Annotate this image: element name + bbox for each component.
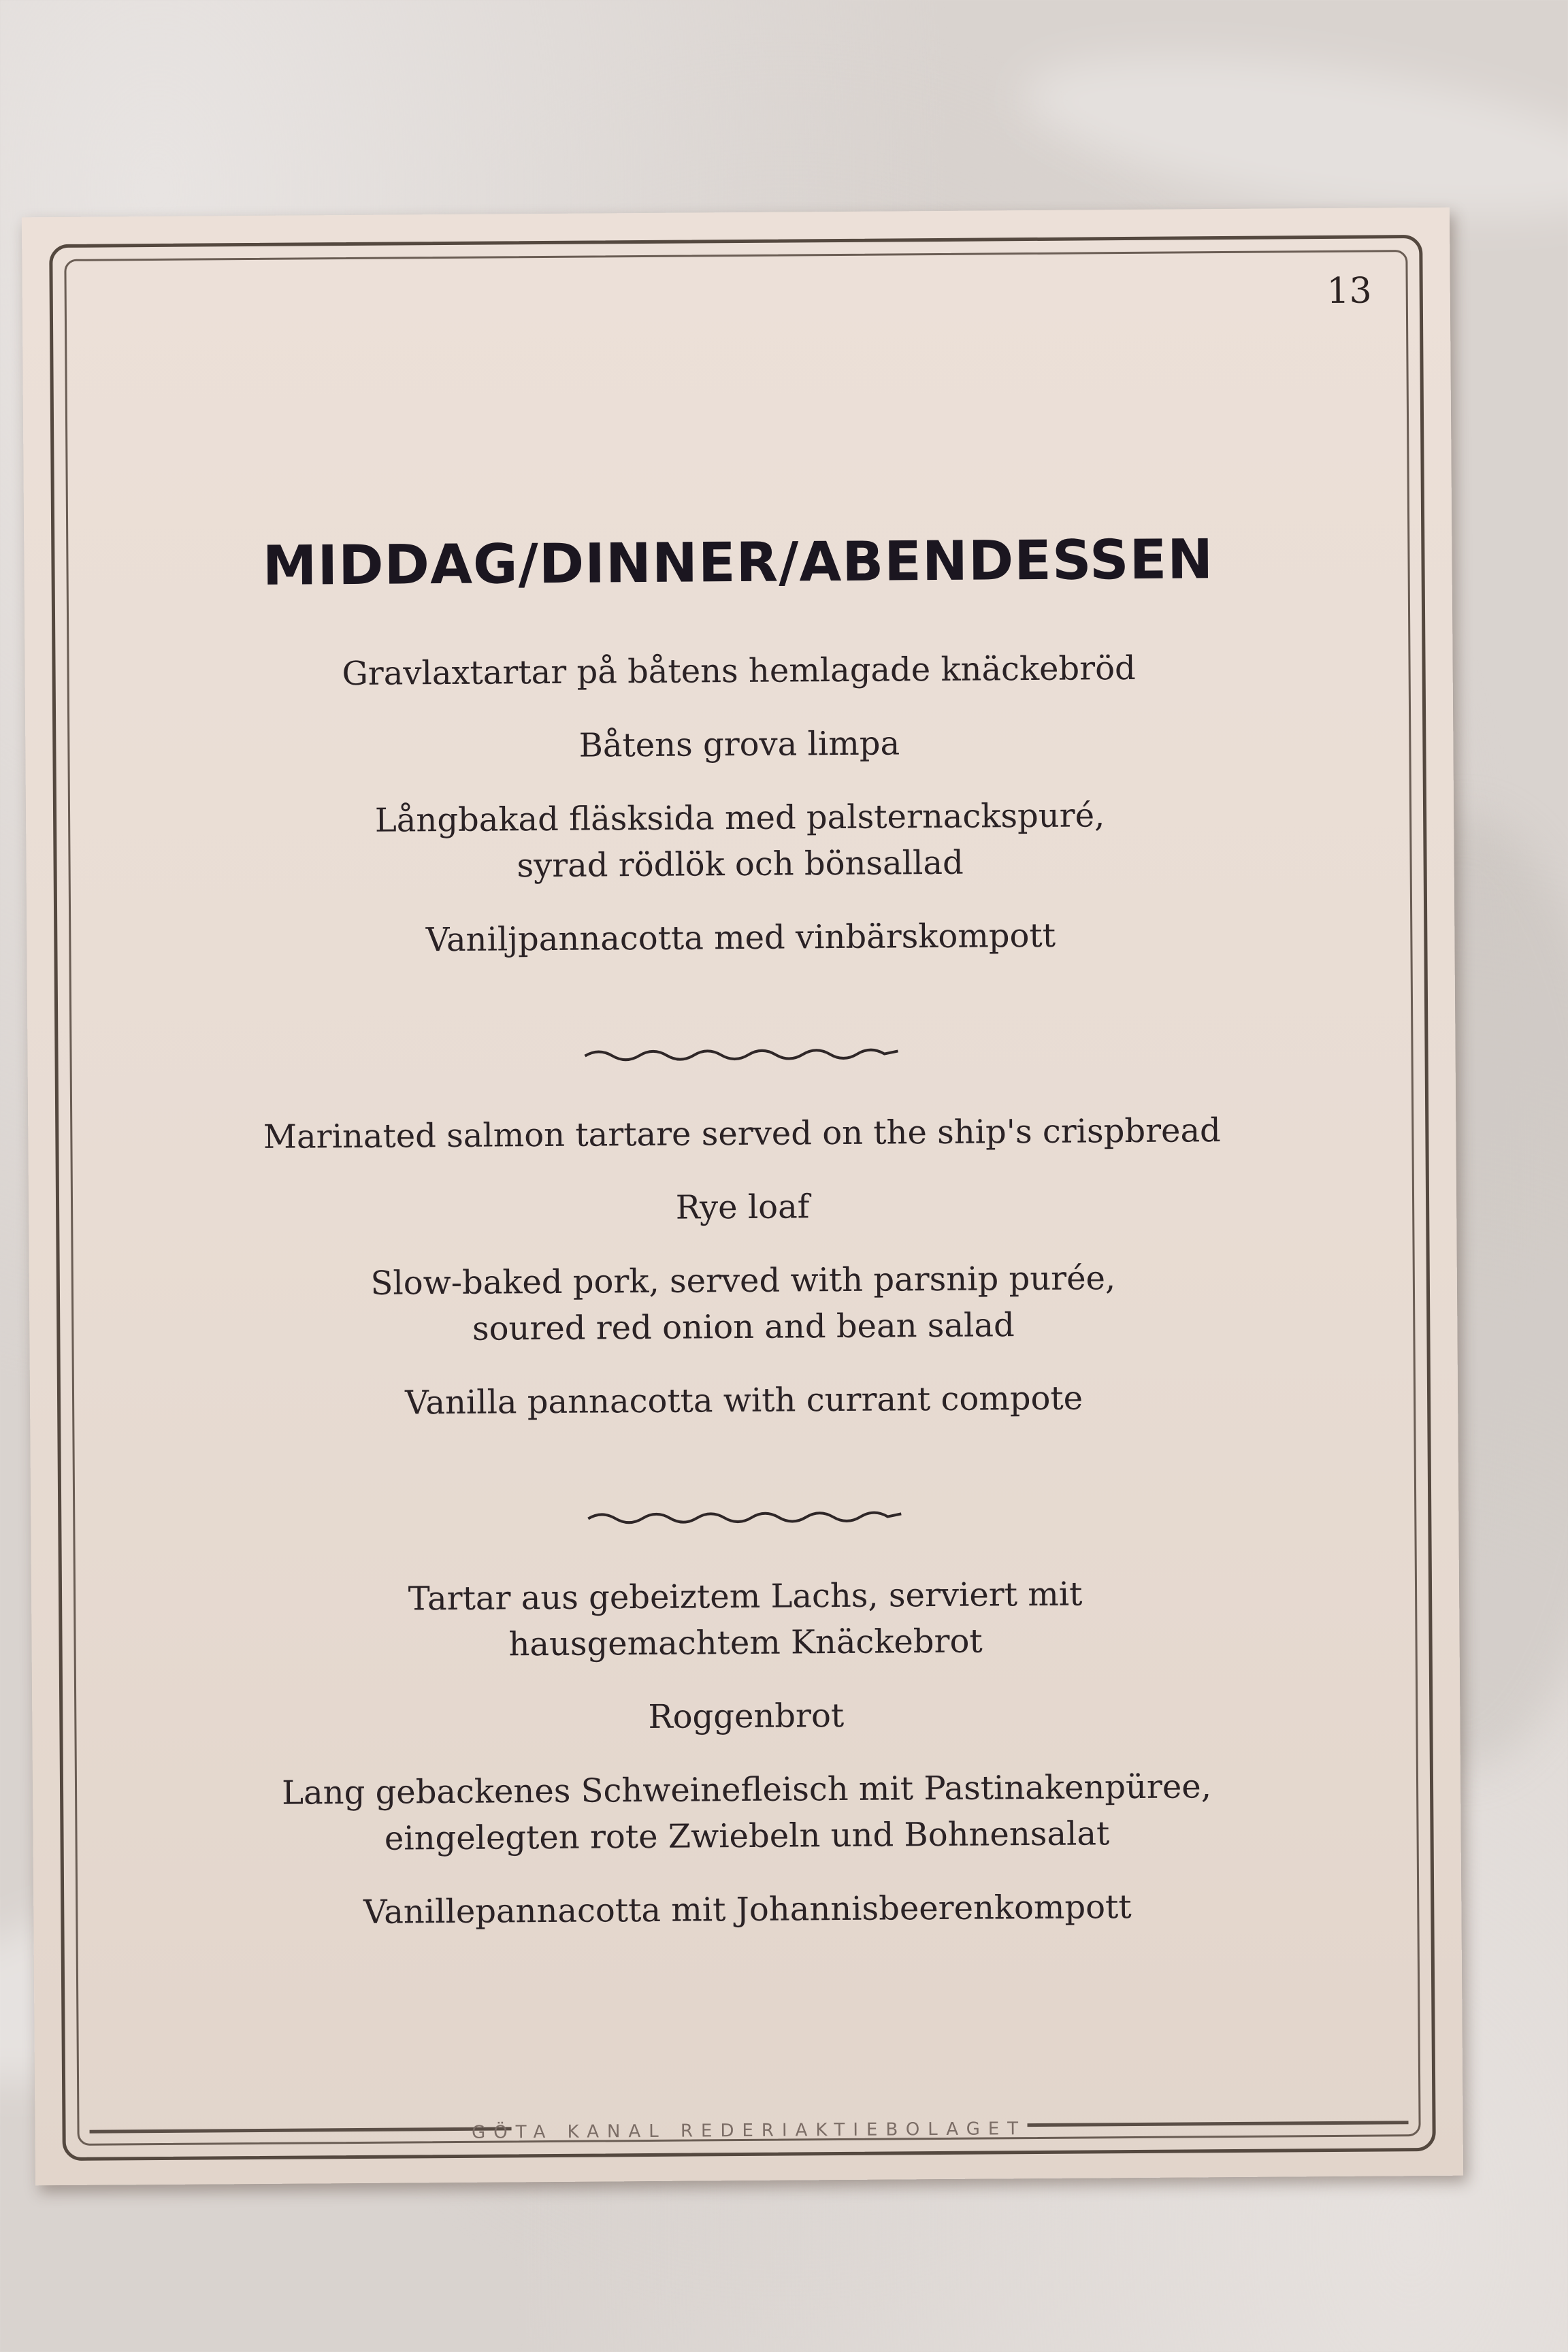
menu-card <box>22 208 1463 2186</box>
dish-dessert-sv: Vaniljpannacotta med vinbärskompott <box>425 916 1056 960</box>
dish-bread-en: Rye loaf <box>675 1188 810 1227</box>
dish-starter-de: Tartar aus gebeiztem Lachs, serviert mit hausgemachtem Knäckebrot <box>408 1575 1083 1664</box>
dish-dessert-de: Vanillepannacotta mit Johannisbeerenkompott <box>363 1888 1132 1931</box>
dish-bread-sv: Båtens grova limpa <box>578 724 900 765</box>
menu-section-english <box>28 1106 1458 1456</box>
dish-starter-sv: Gravlaxtartar på båtens hemlagade knäckebröd <box>342 649 1136 693</box>
menu-section-german <box>31 1569 1462 1965</box>
dish-main-sv: Långbakad fläsksida med palsternackspuré, syrad rödlök och bönsallad <box>374 796 1105 885</box>
dish-starter-en: Marinated salmon tartare served on the ship's crispbread <box>263 1111 1222 1156</box>
wave-divider-icon <box>581 1041 901 1068</box>
dish-dessert-en: Vanilla pannacotta with currant compote <box>404 1379 1083 1422</box>
footer-company-name: GÖTA KANAL REDERIAKTIEBOLAGET <box>471 2119 1027 2143</box>
dish-main-en: Slow-baked pork, served with parsnip purée, soured red onion and bean salad <box>370 1259 1116 1348</box>
page-number: 13 <box>1326 270 1372 312</box>
wave-divider-icon <box>585 1504 904 1531</box>
menu-section-swedish <box>24 643 1454 994</box>
menu-title: MIDDAG/DINNER/ABENDESSEN <box>262 527 1214 598</box>
dish-bread-de: Roggenbrot <box>648 1696 845 1736</box>
dish-main-de: Lang gebackenes Schweinefleisch mit Pastinakenpüree, eingelegten rote Zwiebeln und Bohnensalat <box>282 1767 1212 1858</box>
